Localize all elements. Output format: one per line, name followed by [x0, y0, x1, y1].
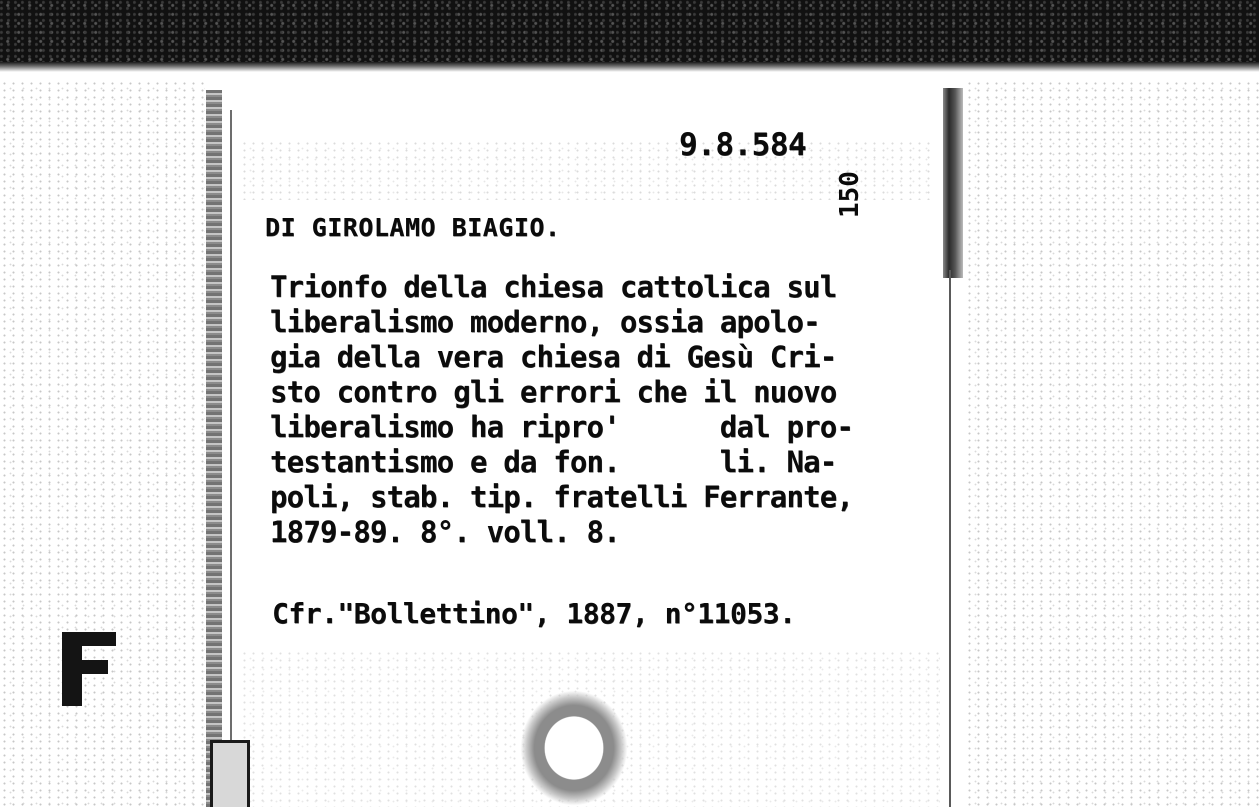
scan-noise-right: [965, 80, 1259, 807]
bulletin-reference: Cfr."Bollettino", 1887, n°11053.: [272, 597, 796, 630]
card-left-border: [230, 110, 232, 807]
entry-line: liberalismo moderno, ossia apolo-: [270, 305, 820, 339]
card-bottom-tab: [210, 740, 250, 807]
entry-line: 1879-89. 8°. voll. 8.: [270, 515, 620, 549]
vertical-number: 150: [835, 171, 865, 218]
author-heading: DI GIROLAMO BIAGIO.: [265, 213, 561, 242]
entry-line: sto contro gli errori che il nuovo: [270, 375, 837, 409]
margin-letter-f-stamp: [60, 628, 120, 708]
scan-noise-card-top: [240, 140, 930, 200]
entry-line: liberalismo ha ripro' dal pro-: [270, 410, 854, 444]
scan-top-edge: [0, 62, 1259, 72]
entry-line: testantismo e da fon. li. Na-: [270, 445, 837, 479]
card-right-edge: [943, 88, 963, 278]
entry-line: Trionfo della chiesa cattolica sul: [270, 270, 837, 304]
card-right-border: [949, 270, 951, 807]
scan-top-dark-band: [0, 0, 1259, 62]
shelfmark: 9.8.584: [679, 127, 807, 163]
card-left-edge: [206, 90, 222, 807]
card-punch-hole: [520, 690, 628, 806]
entry-line: poli, stab. tip. fratelli Ferrante,: [270, 480, 854, 514]
entry-line: gia della vera chiesa di Gesù Cri-: [270, 340, 837, 374]
entry-text: [270, 270, 940, 550]
